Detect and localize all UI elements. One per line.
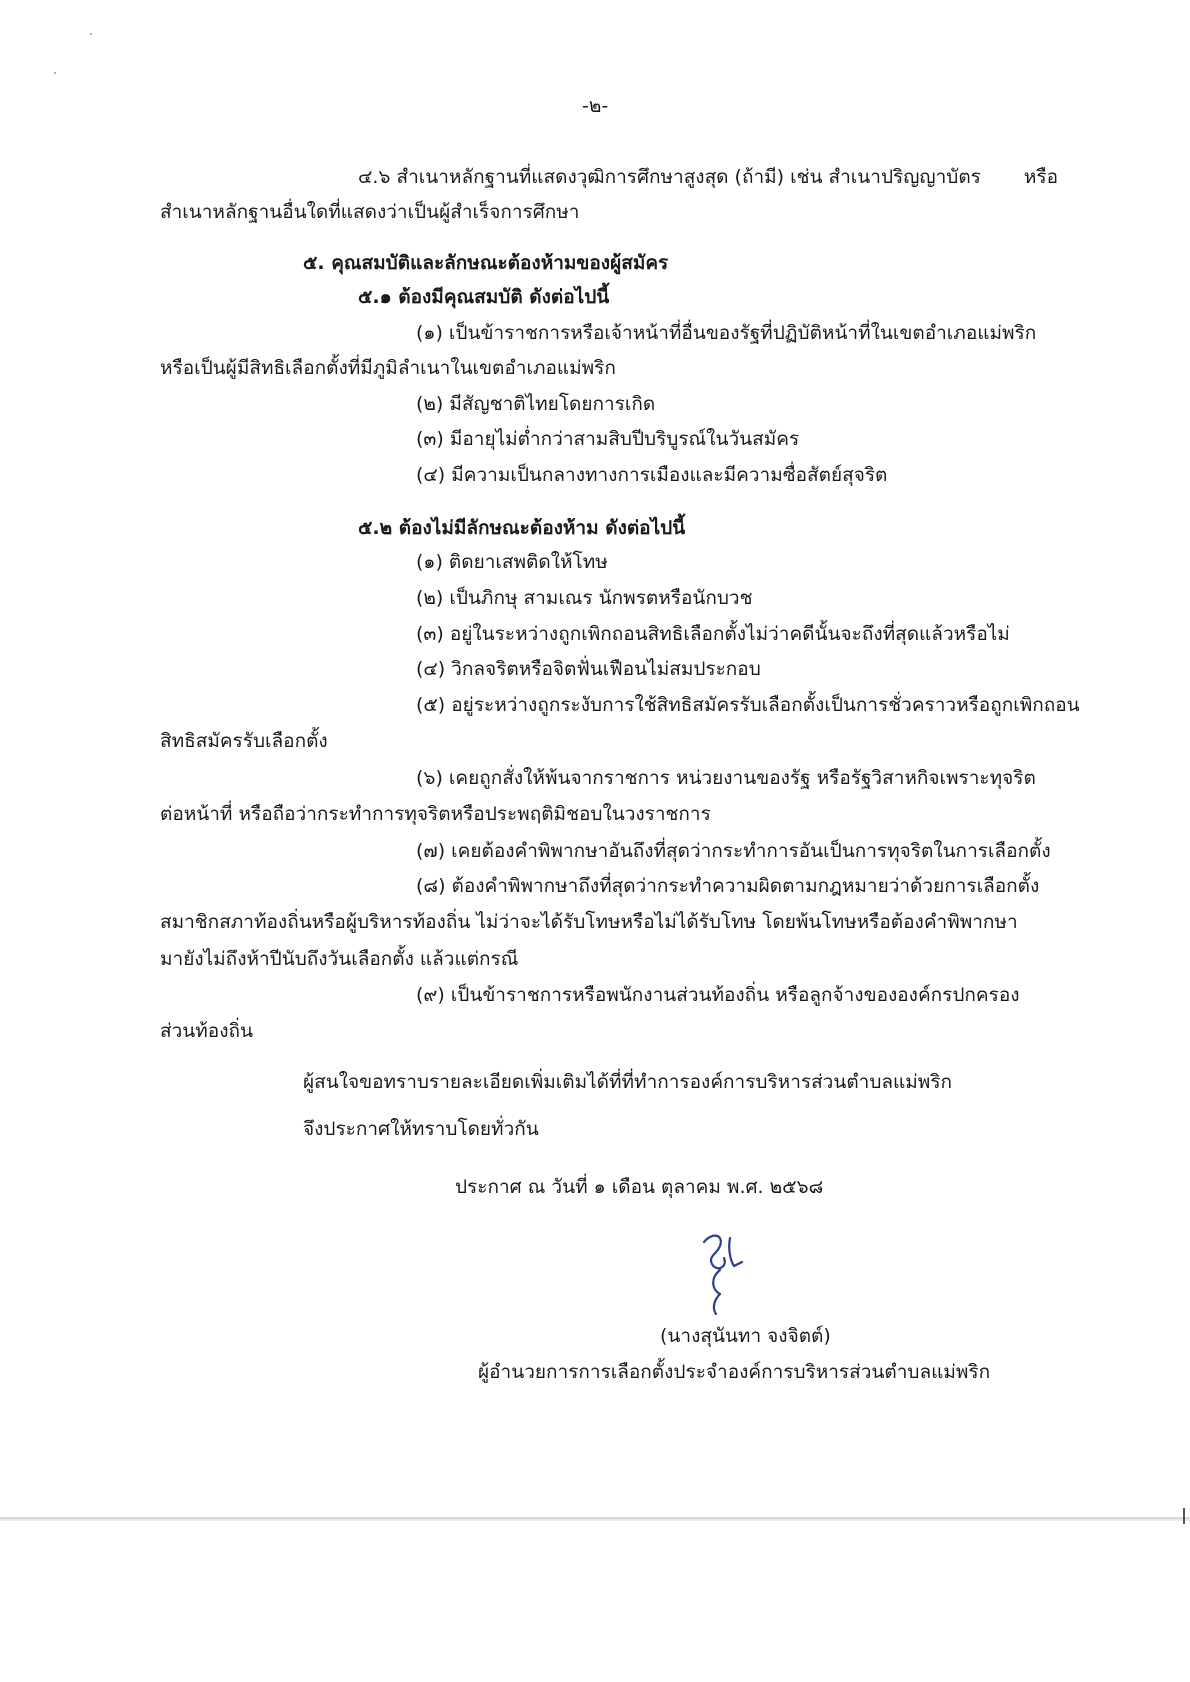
prohib-item-8-cont: สมาชิกสภาท้องถิ่นหรือผู้บริหารท้องถิ่น ไม่ว่าจะได้รับโทษหรือไม่ได้รับโทษ โดยพ้นโทษหรือต้องคำพิพากษา	[160, 911, 1018, 933]
qual-item-4: (๔) มีความเป็นกลางทางการเมืองและมีความซื่อสัตย์สุจริต	[416, 464, 888, 486]
prohib-item-2: (๒) เป็นภิกษุ สามเณร นักพรตหรือนักบวช	[416, 587, 753, 609]
item-4-6-cont: สำเนาหลักฐานอื่นใดที่แสดงว่าเป็นผู้สำเร็จการศึกษา	[160, 201, 580, 223]
prohib-item-8-cont2: มายังไม่ถึงห้าปีนับถึงวันเลือกตั้ง แล้วแต่กรณี	[160, 948, 519, 970]
qual-item-1-cont: หรือเป็นผู้มีสิทธิเลือกตั้งที่มีภูมิลำเนาในเขตอำเภอแม่พริก	[160, 357, 616, 379]
qual-item-1: (๑) เป็นข้าราชการหรือเจ้าหน้าที่อื่นของรัฐที่ปฏิบัติหน้าที่ในเขตอำเภอแม่พริก	[416, 322, 1037, 344]
prohib-item-7: (๗) เคยต้องคำพิพากษาอันถึงที่สุดว่ากระทำการอันเป็นการทุจริตในการเลือกตั้ง	[416, 840, 1051, 862]
item-4-6-end: หรือ	[1023, 166, 1058, 188]
prohib-item-5: (๕) อยู่ระหว่างถูกระงับการใช้สิทธิสมัครรับเลือกตั้งเป็นการชั่วคราวหรือถูกเพิกถอน	[416, 694, 1080, 716]
item-4-6-start: ๔.๖ สำเนาหลักฐานที่แสดงวุฒิการศึกษาสูงสุด (ถ้ามี) เช่น สำเนาปริญญาบัตร	[358, 166, 981, 188]
section5-heading: ๕. คุณสมบัติและลักษณะต้องห้ามของผู้สมัคร	[303, 252, 669, 274]
prohib-item-9-cont: ส่วนท้องถิ่น	[160, 1020, 253, 1042]
footer-rule	[0, 1517, 1190, 1521]
scan-speck	[90, 33, 92, 35]
announce-text: จึงประกาศให้ทราบโดยทั่วกัน	[303, 1118, 539, 1140]
prohib-item-4: (๔) วิกลจริตหรือจิตฟั่นเฟือนไม่สมประกอบ	[416, 658, 761, 680]
section5-1-heading: ๕.๑ ต้องมีคุณสมบัติ ดังต่อไปนี้	[358, 286, 610, 308]
page-number: -๒-	[582, 95, 609, 117]
signature	[690, 1228, 760, 1318]
edge-mark	[1183, 1508, 1185, 1524]
item-4-6	[358, 164, 1058, 190]
scan-speck	[54, 72, 56, 74]
prohib-item-1: (๑) ติดยาเสพติดให้โทษ	[416, 551, 608, 573]
prohib-item-6: (๖) เคยถูกสั่งให้พ้นจากราชการ หน่วยงานของรัฐ หรือรัฐวิสาหกิจเพราะทุจริต	[416, 767, 1036, 789]
inquiry-text: ผู้สนใจขอทราบรายละเอียดเพิ่มเติมได้ที่ที่ทำการองค์การบริหารส่วนตำบลแม่พริก	[303, 1071, 953, 1093]
prohib-item-8: (๘) ต้องคำพิพากษาถึงที่สุดว่ากระทำความผิดตามกฎหมายว่าด้วยการเลือกตั้ง	[416, 875, 1040, 897]
prohib-item-3: (๓) อยู่ในระหว่างถูกเพิกถอนสิทธิเลือกตั้งไม่ว่าคดีนั้นจะถึงที่สุดแล้วหรือไม่	[416, 623, 1010, 645]
prohib-item-6-cont: ต่อหน้าที่ หรือถือว่ากระทำการทุจริตหรือประพฤติมิชอบในวงราชการ	[160, 803, 711, 825]
qual-item-2: (๒) มีสัญชาติไทยโดยการเกิด	[416, 393, 656, 415]
signer-title: ผู้อำนวยการการเลือกตั้งประจำองค์การบริหารส่วนตำบลแม่พริก	[478, 1361, 991, 1383]
signer-name: (นางสุนันทา จงจิตต์)	[660, 1325, 831, 1347]
prohib-item-5-cont: สิทธิสมัครรับเลือกตั้ง	[160, 730, 328, 752]
qual-item-3: (๓) มีอายุไม่ต่ำกว่าสามสิบปีบริบูรณ์ในวันสมัคร	[416, 428, 800, 450]
signature-stroke	[704, 1236, 742, 1314]
prohib-item-9: (๙) เป็นข้าราชการหรือพนักงานส่วนท้องถิ่น หรือลูกจ้างขององค์กรปกครอง	[416, 984, 1020, 1006]
section5-2-heading: ๕.๒ ต้องไม่มีลักษณะต้องห้าม ดังต่อไปนี้	[358, 517, 686, 539]
announce-date: ประกาศ ณ วันที่ ๑ เดือน ตุลาคม พ.ศ. ๒๕๖๘	[455, 1176, 824, 1198]
